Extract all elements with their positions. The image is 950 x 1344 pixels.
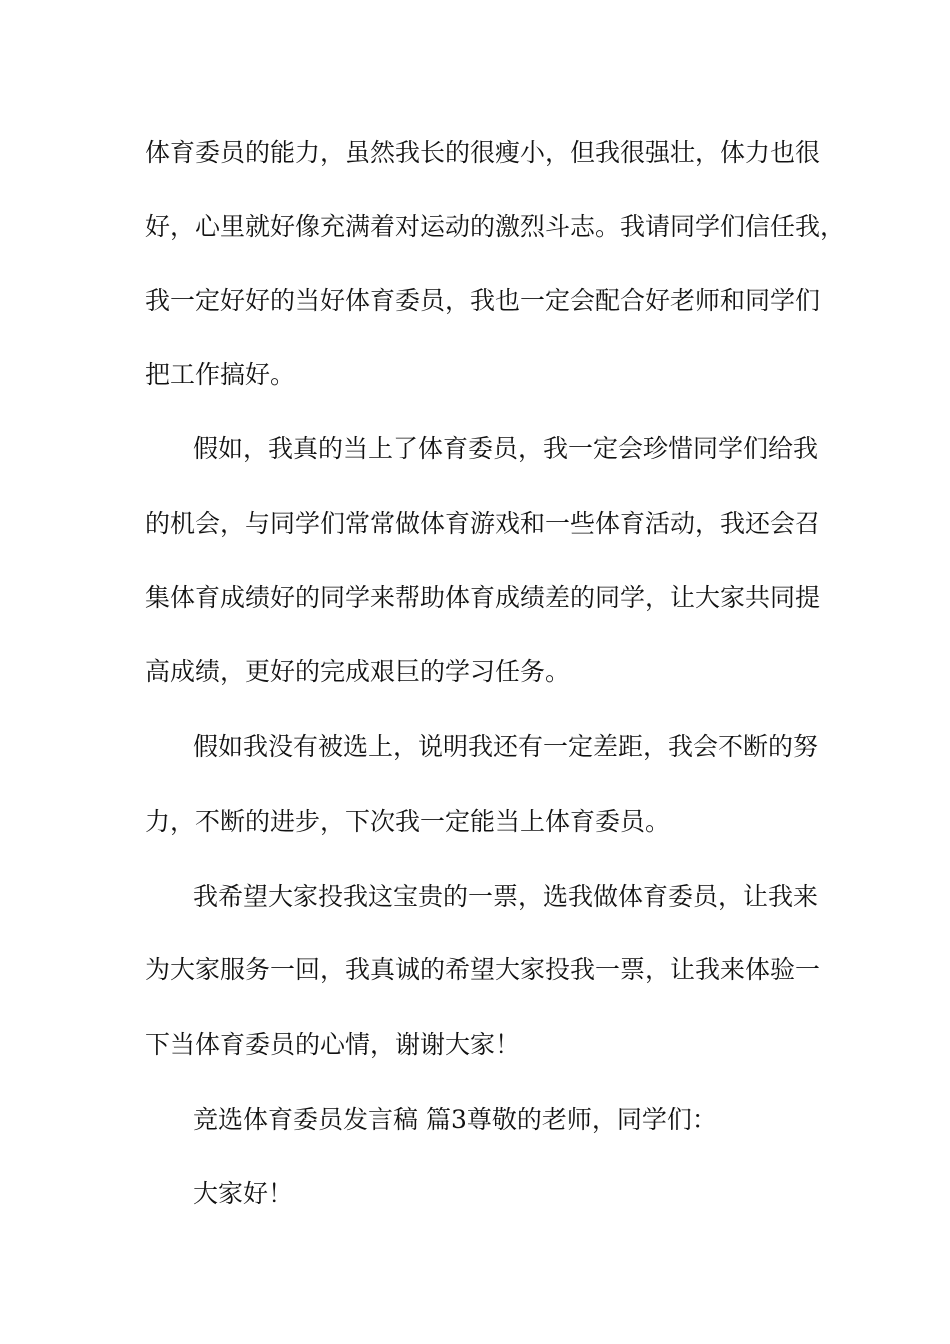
text-line: 把工作搞好。 [145,360,296,389]
text-line: 为大家服务一回，我真诚的希望大家投我一票，让我来体验一 [145,955,821,984]
greeting-line: 大家好！ [193,1179,294,1208]
text-line: 力，不断的进步，下次我一定能当上体育委员。 [145,807,671,836]
text-line: 下当体育委员的心情，谢谢大家！ [145,1030,521,1059]
text-line: 高成绩，更好的完成艰巨的学习任务。 [145,657,571,686]
text-line: 体育委员的能力，虽然我长的很瘦小，但我很强壮，体力也很 [145,138,821,167]
text-line: 我希望大家投我这宝贵的一票，选我做体育委员，让我来 [193,882,819,911]
text-line: 我一定好好的当好体育委员，我也一定会配合好老师和同学们 [145,286,821,315]
text-line: 集体育成绩好的同学来帮助体育成绩差的同学，让大家共同提 [145,583,821,612]
text-line: 的机会，与同学们常常做体育游戏和一些体育活动，我还会召 [145,509,821,538]
section-heading: 竞选体育委员发言稿 篇3尊敬的老师，同学们： [193,1105,717,1134]
text-line: 假如，我真的当上了体育委员，我一定会珍惜同学们给我 [193,434,819,463]
text-line: 好，心里就好像充满着对运动的激烈斗志。我请同学们信任我， [145,212,846,241]
text-line: 假如我没有被选上，说明我还有一定差距，我会不断的努 [193,732,819,761]
